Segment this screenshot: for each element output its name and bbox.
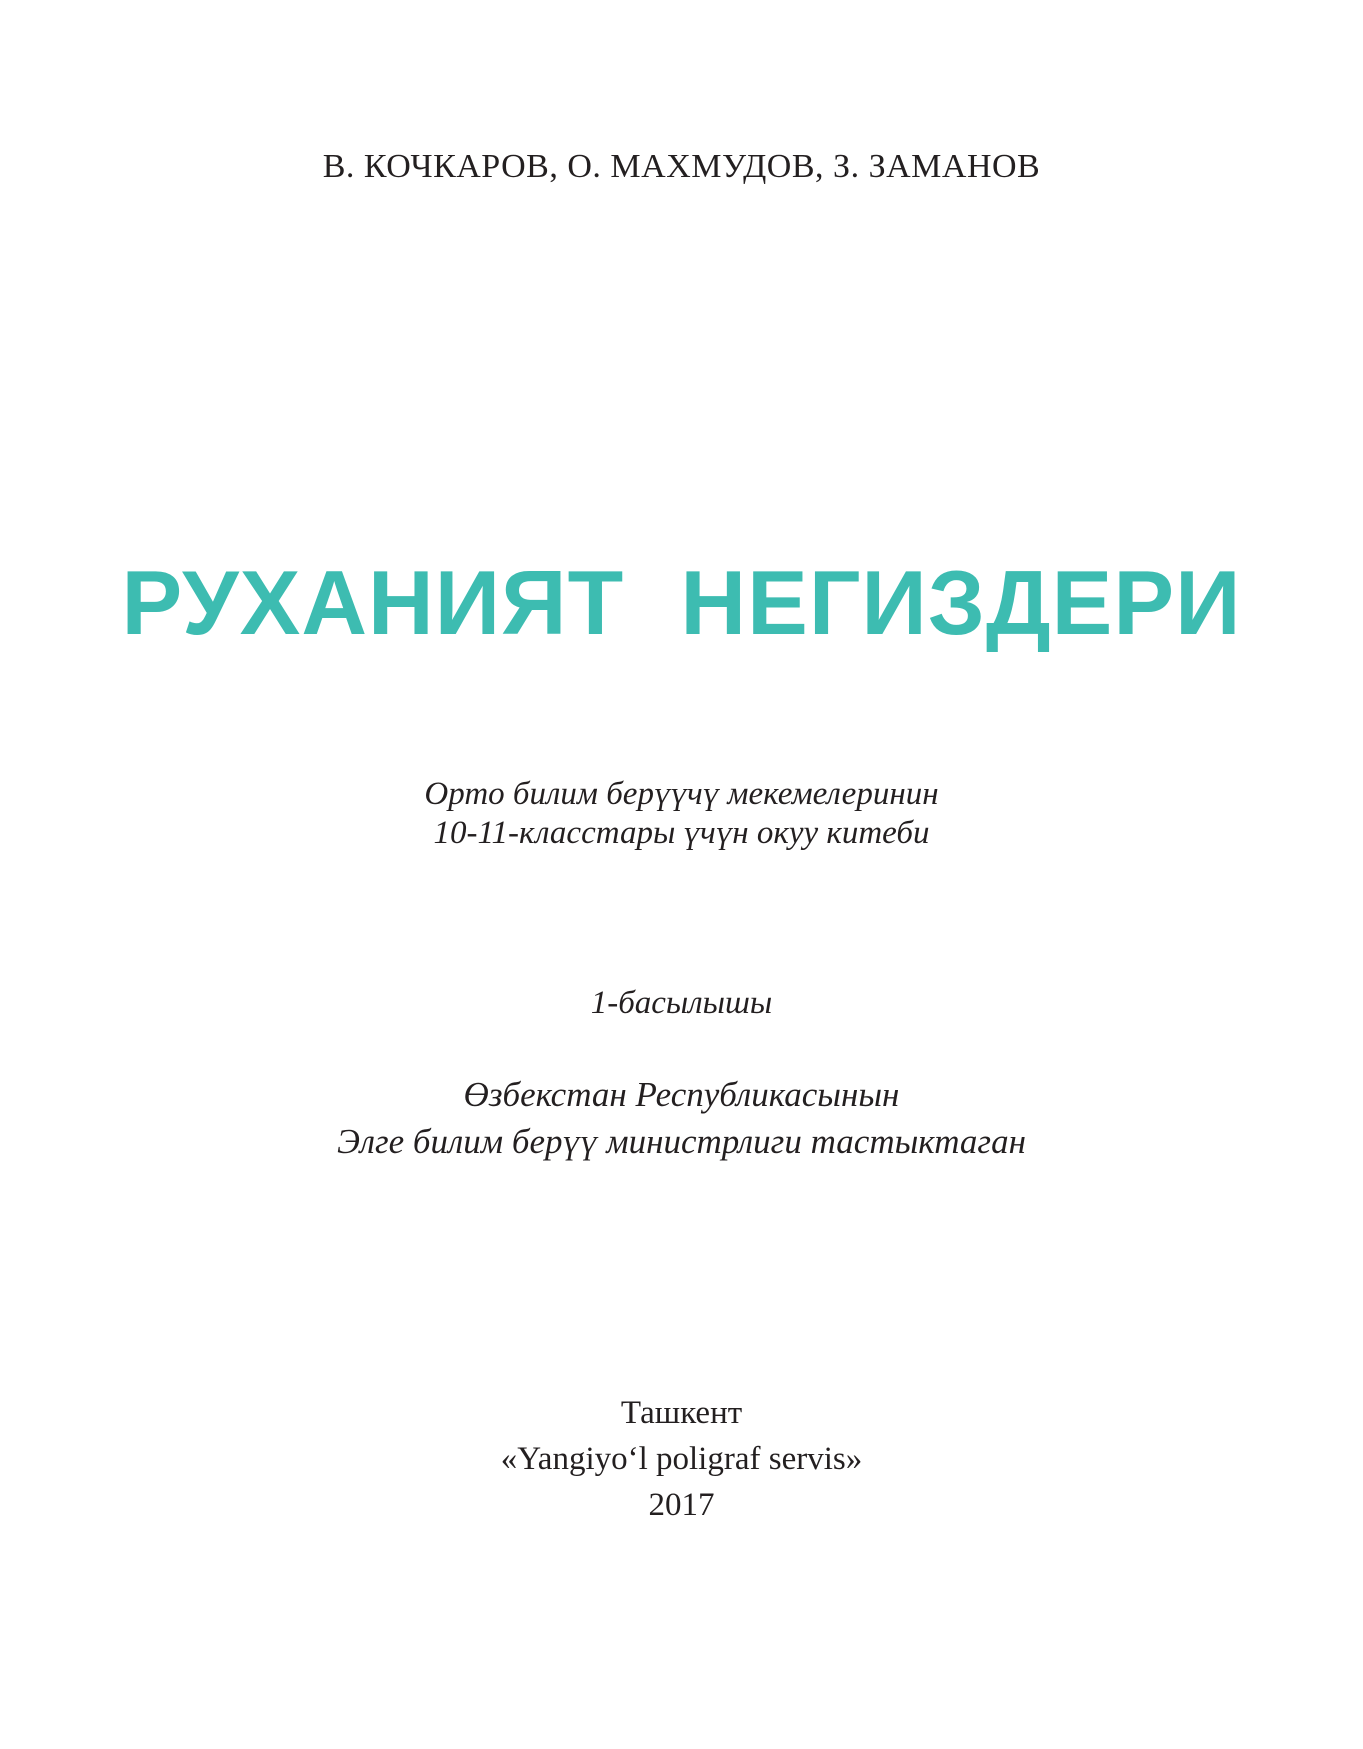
imprint-publisher: «Yangiyo‘l poligraf servis» (500, 1441, 863, 1477)
approval-line-1: Өзбекстан Республикасынын (463, 1075, 900, 1114)
authors: В. КОЧКАРОВ, О. МАХМУДОВ, З. ЗАМАНОВ (322, 148, 1041, 185)
imprint-city: Ташкент (620, 1395, 743, 1431)
edition: 1-басылышы (590, 985, 773, 1021)
subtitle-line-1: Орто билим берүүчү мекемелеринин (424, 776, 939, 812)
subtitle-line-2: 10-11-класстары үчүн окуу китеби (433, 815, 930, 851)
approval-line-2: Элге билим берүү министрлиги тастыктаган (337, 1122, 1026, 1161)
book-title: РУХАНИЯТ НЕГИЗДЕРИ (121, 553, 1242, 654)
imprint-year: 2017 (648, 1487, 715, 1523)
